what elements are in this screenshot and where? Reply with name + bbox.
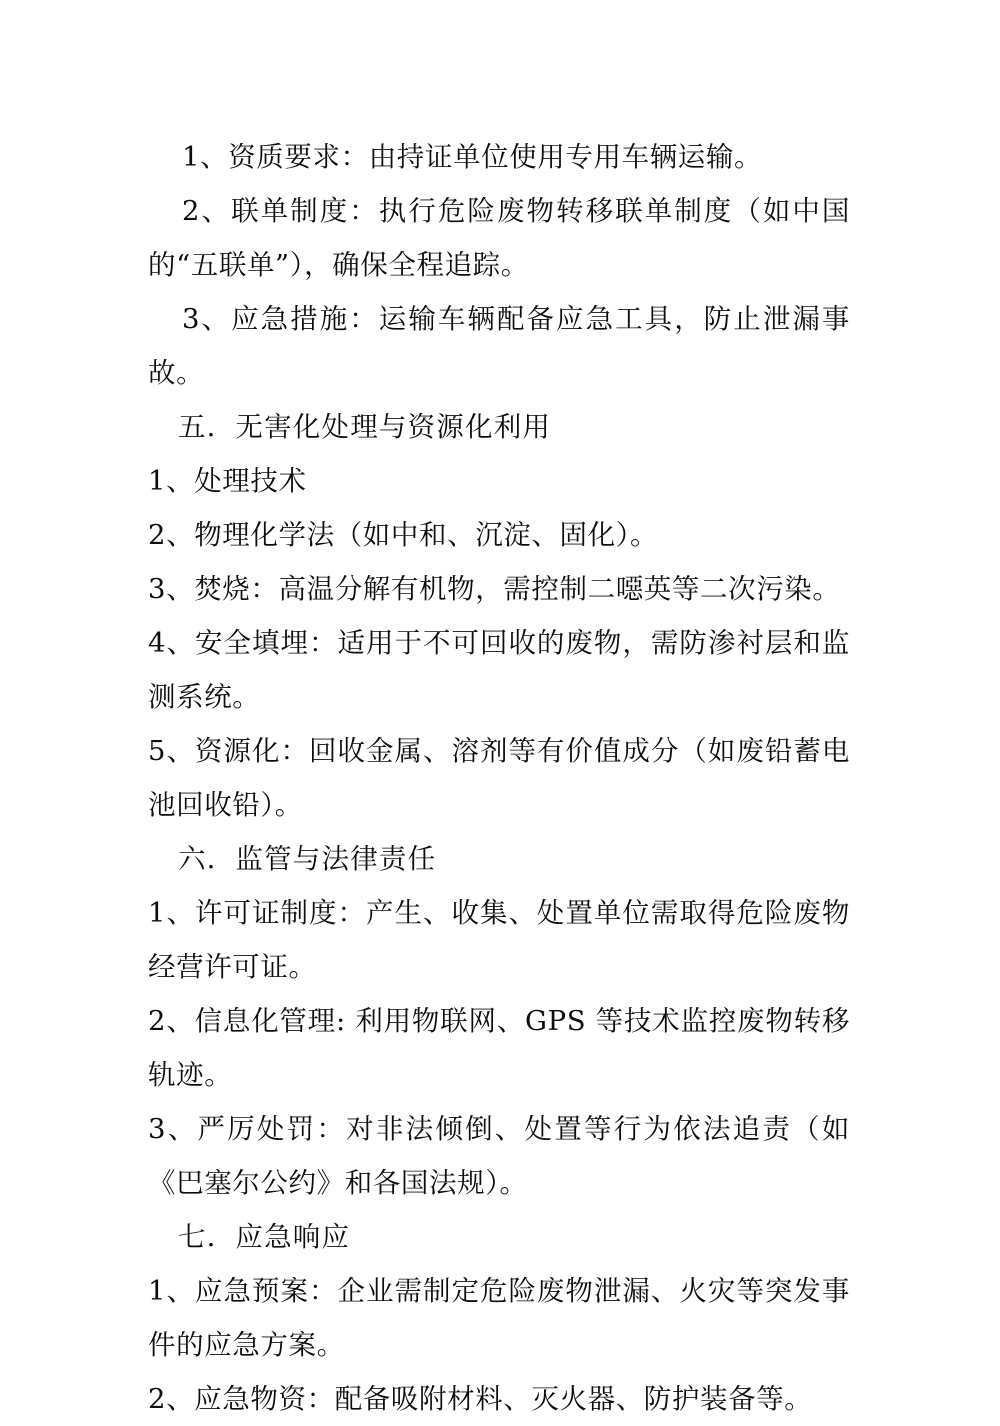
heading-emergency-response: 七．应急响应	[178, 1221, 351, 1253]
paragraph-permit-system: 1、许可证制度：产生、收集、处置单位需取得危险废物经营许可证。	[148, 897, 850, 983]
paragraph-treatment-technology: 1、处理技术	[148, 465, 307, 497]
heading-supervision-legal-liability: 六．监管与法律责任	[178, 843, 437, 875]
paragraph-emergency-supplies: 2、应急物资：配备吸附材料、灭火器、防护装备等。	[148, 1383, 813, 1415]
paragraph-incineration: 3、焚烧：高温分解有机物，需控制二噁英等二次污染。	[148, 573, 841, 605]
paragraph-emergency-measures: 3、应急措施：运输车辆配备应急工具，防止泄漏事故。	[148, 303, 850, 389]
paragraph-secure-landfill: 4、安全填埋：适用于不可回收的废物，需防渗衬层和监测系统。	[148, 627, 850, 713]
document-body	[148, 130, 850, 1426]
paragraph-resource-recovery: 5、资源化：回收金属、溶剂等有价值成分（如废铅蓄电池回收铅）。	[148, 735, 850, 821]
paragraph-informatization-management: 2、信息化管理: 利用物联网、GPS 等技术监控废物转移轨迹。	[148, 1005, 850, 1091]
heading-harmless-treatment: 五．无害化处理与资源化利用	[178, 411, 552, 443]
paragraph-physical-chemical-method: 2、物理化学法（如中和、沉淀、固化）。	[148, 519, 659, 551]
paragraph-qualification-requirement: 1、资质要求：由持证单位使用专用车辆运输。	[182, 141, 763, 173]
paragraph-manifest-system: 2、联单制度：执行危险废物转移联单制度（如中国的“五联单”），确保全程追踪。	[148, 195, 850, 281]
paragraph-emergency-plan: 1、应急预案：企业需制定危险废物泄漏、火灾等突发事件的应急方案。	[148, 1275, 850, 1361]
paragraph-severe-punishment: 3、严厉处罚：对非法倾倒、处置等行为依法追责（如《巴塞尔公约》和各国法规）。	[148, 1113, 850, 1199]
